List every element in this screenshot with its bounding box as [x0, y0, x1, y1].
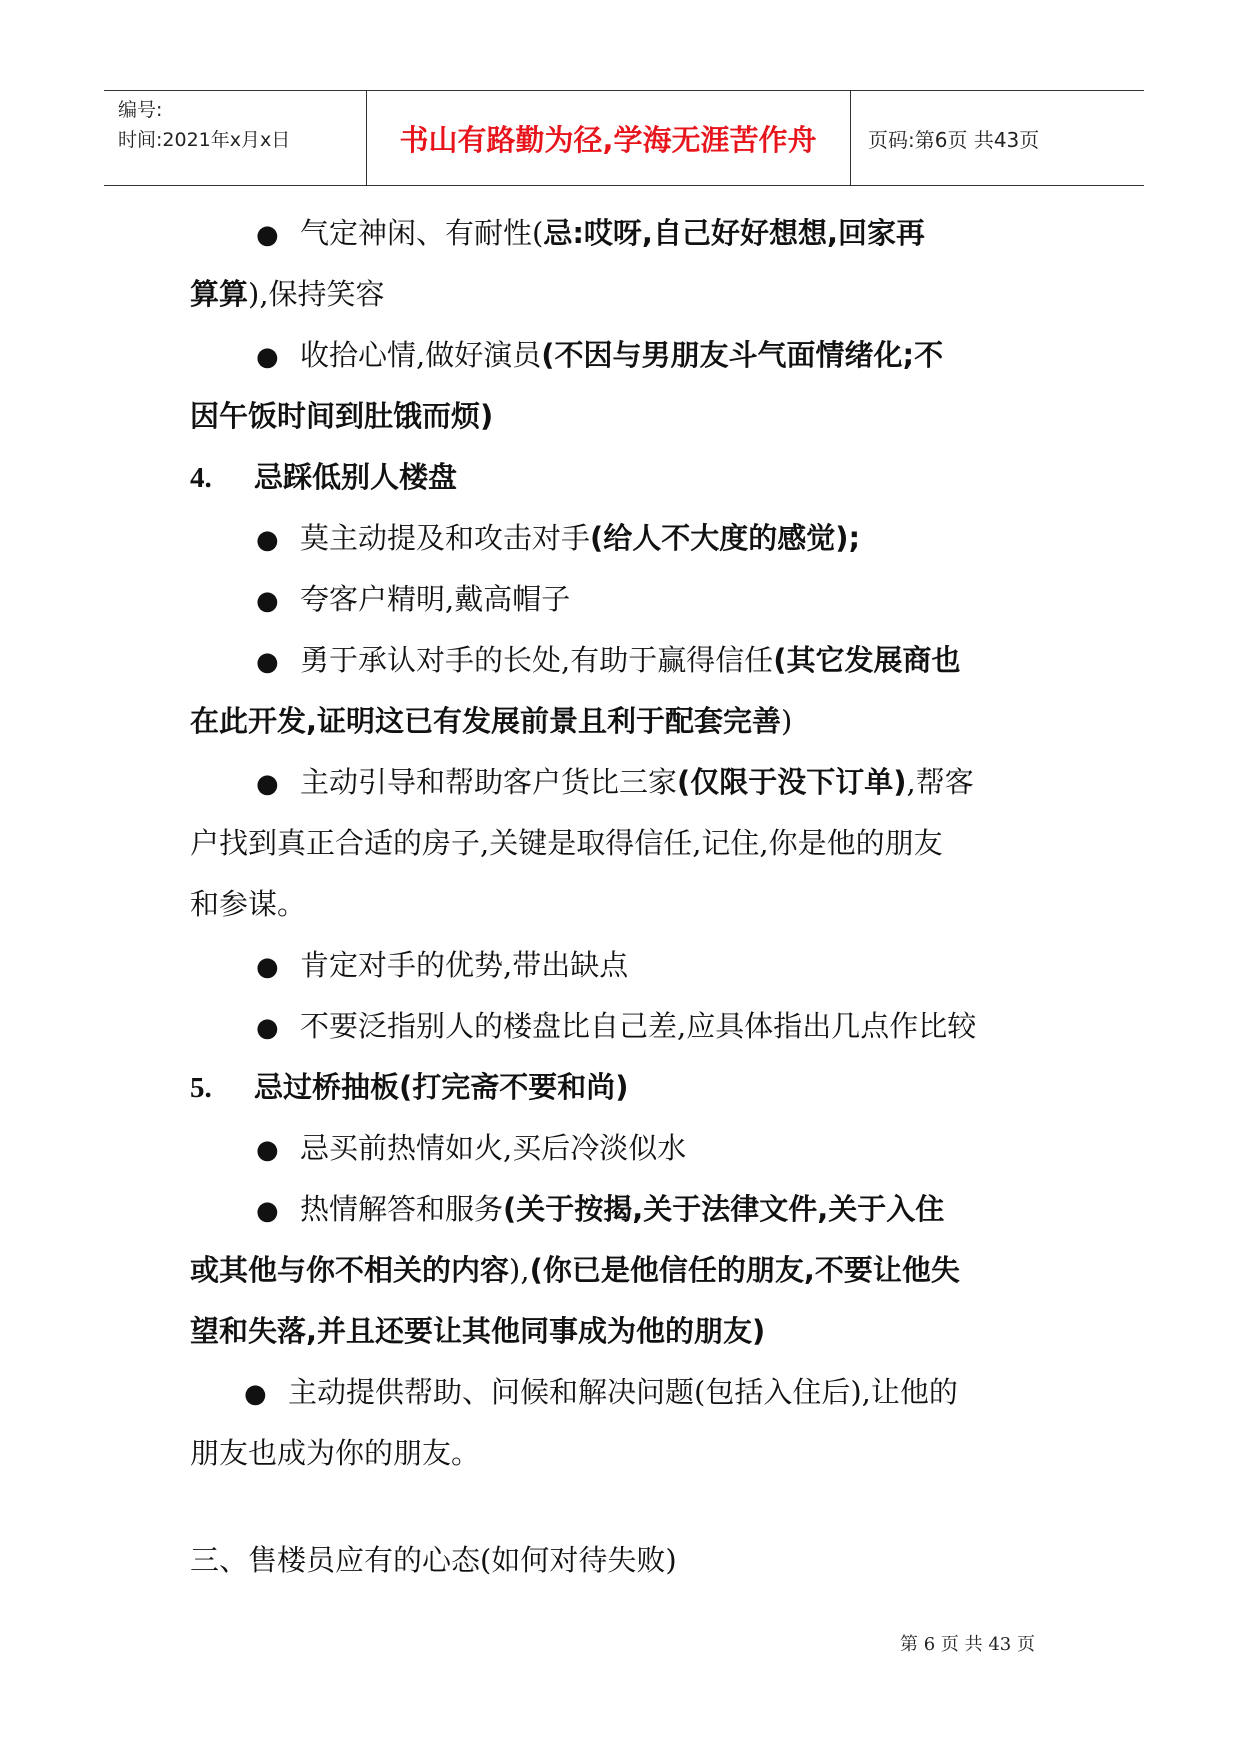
time-label: 时间:2021年x月x日	[118, 129, 291, 151]
bullet-icon: ●	[256, 1013, 279, 1043]
bullet-icon: ●	[256, 586, 279, 616]
text: 肯定对手的优势,带出缺点	[300, 948, 629, 982]
text: 收拾心情,做好演员	[300, 338, 542, 372]
paragraph-line	[190, 813, 1070, 874]
paragraph-line	[190, 874, 1070, 935]
paragraph-line	[190, 996, 1070, 1057]
section-number: 4.	[190, 462, 212, 494]
text: 户找到真正合适的房子,关键是取得信任,记住,你是他的朋友	[190, 826, 943, 860]
paragraph-line	[190, 691, 1070, 752]
bold-text: (仅限于没下订单)	[677, 765, 907, 799]
paragraph-line	[190, 1423, 1070, 1484]
text: 朋友也成为你的朋友。	[190, 1436, 481, 1470]
section-heading	[190, 1057, 1070, 1118]
bold-text: (关于按揭,关于法律文件,关于入住	[503, 1192, 945, 1226]
bold-text: 在此开发,证明这已有发展前景且利于配套完善	[190, 704, 782, 738]
section-heading	[190, 447, 1070, 508]
bullet-icon: ●	[244, 1379, 267, 1409]
paragraph-line	[190, 1301, 1070, 1362]
paragraph-line	[190, 203, 1070, 264]
paragraph-line	[190, 569, 1070, 630]
bold-text: 忌:哎呀,自己好好想想,回家再	[543, 216, 925, 250]
paragraph-line	[190, 630, 1070, 691]
bullet-icon: ●	[256, 647, 279, 677]
header-page-info: 页码:第6页 共43页	[868, 127, 1040, 152]
bullet-icon: ●	[256, 220, 279, 250]
page-footer: 第 6 页 共 43 页	[900, 1634, 1035, 1655]
bullet-icon: ●	[256, 342, 279, 372]
text: ),	[509, 1253, 530, 1287]
header-motto: 书山有路勤为径,学海无涯苦作舟	[399, 122, 817, 157]
bullet-icon: ●	[256, 1196, 279, 1226]
bold-text: 算算	[190, 277, 249, 311]
header-divider	[366, 91, 367, 185]
paragraph-line	[190, 508, 1070, 569]
bold-text: 望和失落,并且还要让其他同事成为他的朋友)	[190, 1314, 766, 1348]
paragraph-line	[190, 935, 1070, 996]
paragraph-line	[190, 264, 1070, 325]
paragraph-line	[190, 386, 1070, 447]
bullet-icon: ●	[256, 525, 279, 555]
text: 莫主动提及和攻击对手	[300, 521, 591, 555]
bold-text: 忌过桥抽板(打完斋不要和尚)	[254, 1070, 629, 1104]
paragraph-line	[190, 1118, 1070, 1179]
bold-text: 忌踩低别人楼盘	[254, 460, 458, 494]
bold-text: (你已是他信任的朋友,不要让他失	[529, 1253, 960, 1287]
text: 主动引导和帮助客户货比三家	[300, 765, 678, 799]
text: )	[781, 704, 793, 738]
text: 气定神闲、有耐性(	[300, 216, 544, 250]
bold-text: (给人不大度的感觉);	[590, 521, 861, 555]
document-body	[190, 203, 1070, 1591]
bold-text: 或其他与你不相关的内容	[190, 1253, 510, 1287]
bullet-icon: ●	[256, 952, 279, 982]
paragraph-line	[190, 325, 1070, 386]
bold-text: (其它发展商也	[773, 643, 961, 677]
section-number: 5.	[190, 1072, 212, 1104]
bullet-icon: ●	[256, 769, 279, 799]
text: 主动提供帮助、问候和解决问题(包括入住后),让他的	[288, 1375, 958, 1409]
text: 和参谋。	[190, 887, 307, 921]
number-label: 编号:	[118, 99, 163, 121]
text: ),保持笑容	[248, 277, 385, 311]
text: ,帮客	[906, 765, 974, 799]
text: 夸客户精明,戴高帽子	[300, 582, 571, 616]
bullet-icon: ●	[256, 1135, 279, 1165]
paragraph-line	[190, 1240, 1070, 1301]
bold-text: 因午饭时间到肚饿而烦)	[190, 399, 494, 433]
section-heading	[190, 1530, 1070, 1591]
page-header	[104, 90, 1144, 186]
text: 三、售楼员应有的心态(如何对待失败)	[190, 1543, 677, 1577]
header-divider	[850, 91, 851, 185]
header-meta	[118, 95, 368, 155]
text: 忌买前热情如火,买后冷淡似水	[300, 1131, 687, 1165]
text: 不要泛指别人的楼盘比自己差,应具体指出几点作比较	[300, 1009, 977, 1043]
bold-text: (不因与男朋友斗气面情绪化;不	[541, 338, 944, 372]
paragraph-line	[190, 1362, 1070, 1423]
spacer	[190, 1484, 1070, 1530]
paragraph-line	[190, 1179, 1070, 1240]
text: 热情解答和服务	[300, 1192, 504, 1226]
text: 勇于承认对手的长处,有助于赢得信任	[300, 643, 774, 677]
paragraph-line	[190, 752, 1070, 813]
